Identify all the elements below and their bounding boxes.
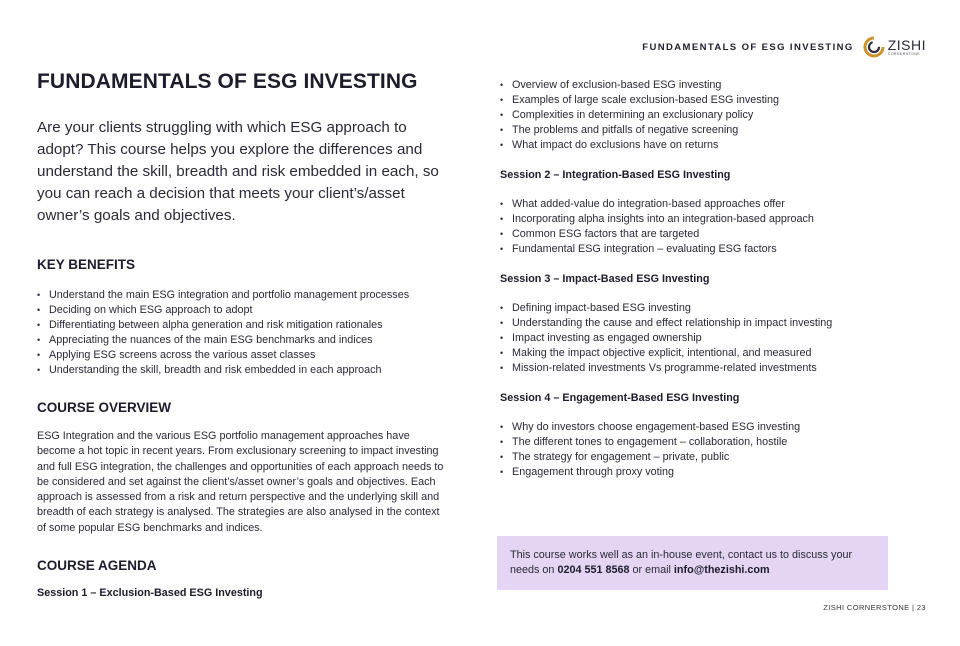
key-benefits-list <box>37 288 447 378</box>
list-item: • What impact do exclusions have on returns <box>500 138 900 153</box>
logo-subtitle: CORNERSTONE <box>887 51 921 56</box>
list-item: • What added-value do integration-based approaches offer <box>500 197 900 212</box>
list-item: • Applying ESG screens across the various asset classes <box>37 348 447 363</box>
list-item: • Differentiating between alpha generation and risk mitigation rationales <box>37 318 447 333</box>
page-footer: ZISHI CORNERSTONE | 23 <box>823 603 926 612</box>
session-2-list <box>500 197 900 257</box>
callout-phone[interactable]: 0204 551 8568 <box>557 564 630 576</box>
callout-email[interactable]: info@thezishi.com <box>673 564 770 576</box>
list-item: • The strategy for engagement – private, public <box>500 450 900 465</box>
session-3-list <box>500 301 900 376</box>
list-item: • Understanding the cause and effect relationship in impact investing <box>500 316 900 331</box>
session-2-title: Session 2 – Integration-Based ESG Investing <box>500 169 731 181</box>
list-item: • Understanding the skill, breadth and risk embedded in each approach <box>37 363 447 378</box>
list-item: • Deciding on which ESG approach to adopt <box>37 303 447 318</box>
course-overview-heading: COURSE OVERVIEW <box>37 400 172 415</box>
session-3-title: Session 3 – Impact-Based ESG Investing <box>500 273 710 285</box>
session-4-title: Session 4 – Engagement-Based ESG Investing <box>500 392 740 404</box>
right-column <box>500 78 900 480</box>
left-column <box>37 70 447 599</box>
list-item: • Impact investing as engaged ownership <box>500 331 900 346</box>
course-overview-text: ESG Integration and the various ESG portfolio management approaches have become a hot topic in recent years. From exclusionary screening to impact investing and full ESG integration, the challenges and opportunities of each approach needs to be considered and set against the client’s/asset owner’s goals and objectives. Each approach is assessed from a risk and return perspective and the underlying skill and breadth of each strategy is analysed. The strategies are also analysed in the context of some popular ESG benchmarks and indices. <box>37 430 444 534</box>
in-house-callout <box>497 536 888 590</box>
logo-name: ZISHI <box>887 36 926 53</box>
header-title: FUNDAMENTALS OF ESG INVESTING <box>642 41 854 53</box>
list-item: • The problems and pitfalls of negative screening <box>500 123 900 138</box>
list-item: • Why do investors choose engagement-based ESG investing <box>500 420 900 435</box>
logo-swirl-icon <box>863 36 885 58</box>
list-item: • Making the impact objective explicit, intentional, and measured <box>500 346 900 361</box>
list-item: • Defining impact-based ESG investing <box>500 301 900 316</box>
list-item: • Engagement through proxy voting <box>500 465 900 480</box>
list-item: • Common ESG factors that are targeted <box>500 227 900 242</box>
list-item: • Examples of large scale exclusion-based ESG investing <box>500 93 900 108</box>
list-item: • Overview of exclusion-based ESG investing <box>500 78 900 93</box>
callout-text: This course works well as an in-house event, contact us to discuss your needs on <box>510 549 853 576</box>
list-item: • Understand the main ESG integration and portfolio management processes <box>37 288 447 303</box>
key-benefits-heading: KEY BENEFITS <box>37 257 136 272</box>
intro-paragraph: Are your clients struggling with which ESG approach to adopt? This course helps you explore the differences and understand the skill, breadth and risk embedded in each, so you can reach a decision that meets your client’s/asset owner’s goals and objectives. <box>37 119 439 224</box>
session-4-list <box>500 420 900 480</box>
callout-text-middle: or email <box>629 564 674 576</box>
zishi-logo <box>863 36 926 58</box>
list-item: • Mission-related investments Vs programme-related investments <box>500 361 900 376</box>
page-header <box>642 36 926 58</box>
list-item: • Complexities in determining an exclusionary policy <box>500 108 900 123</box>
list-item: • Fundamental ESG integration – evaluating ESG factors <box>500 242 900 257</box>
list-item: • Incorporating alpha insights into an integration-based approach <box>500 212 900 227</box>
session-1-title: Session 1 – Exclusion-Based ESG Investing <box>37 587 263 600</box>
session-1-list <box>500 78 900 153</box>
course-agenda-heading: COURSE AGENDA <box>37 558 157 574</box>
page-title: FUNDAMENTALS OF ESG INVESTING <box>37 70 418 93</box>
list-item: • Appreciating the nuances of the main ESG benchmarks and indices <box>37 333 447 348</box>
list-item: • The different tones to engagement – collaboration, hostile <box>500 435 900 450</box>
